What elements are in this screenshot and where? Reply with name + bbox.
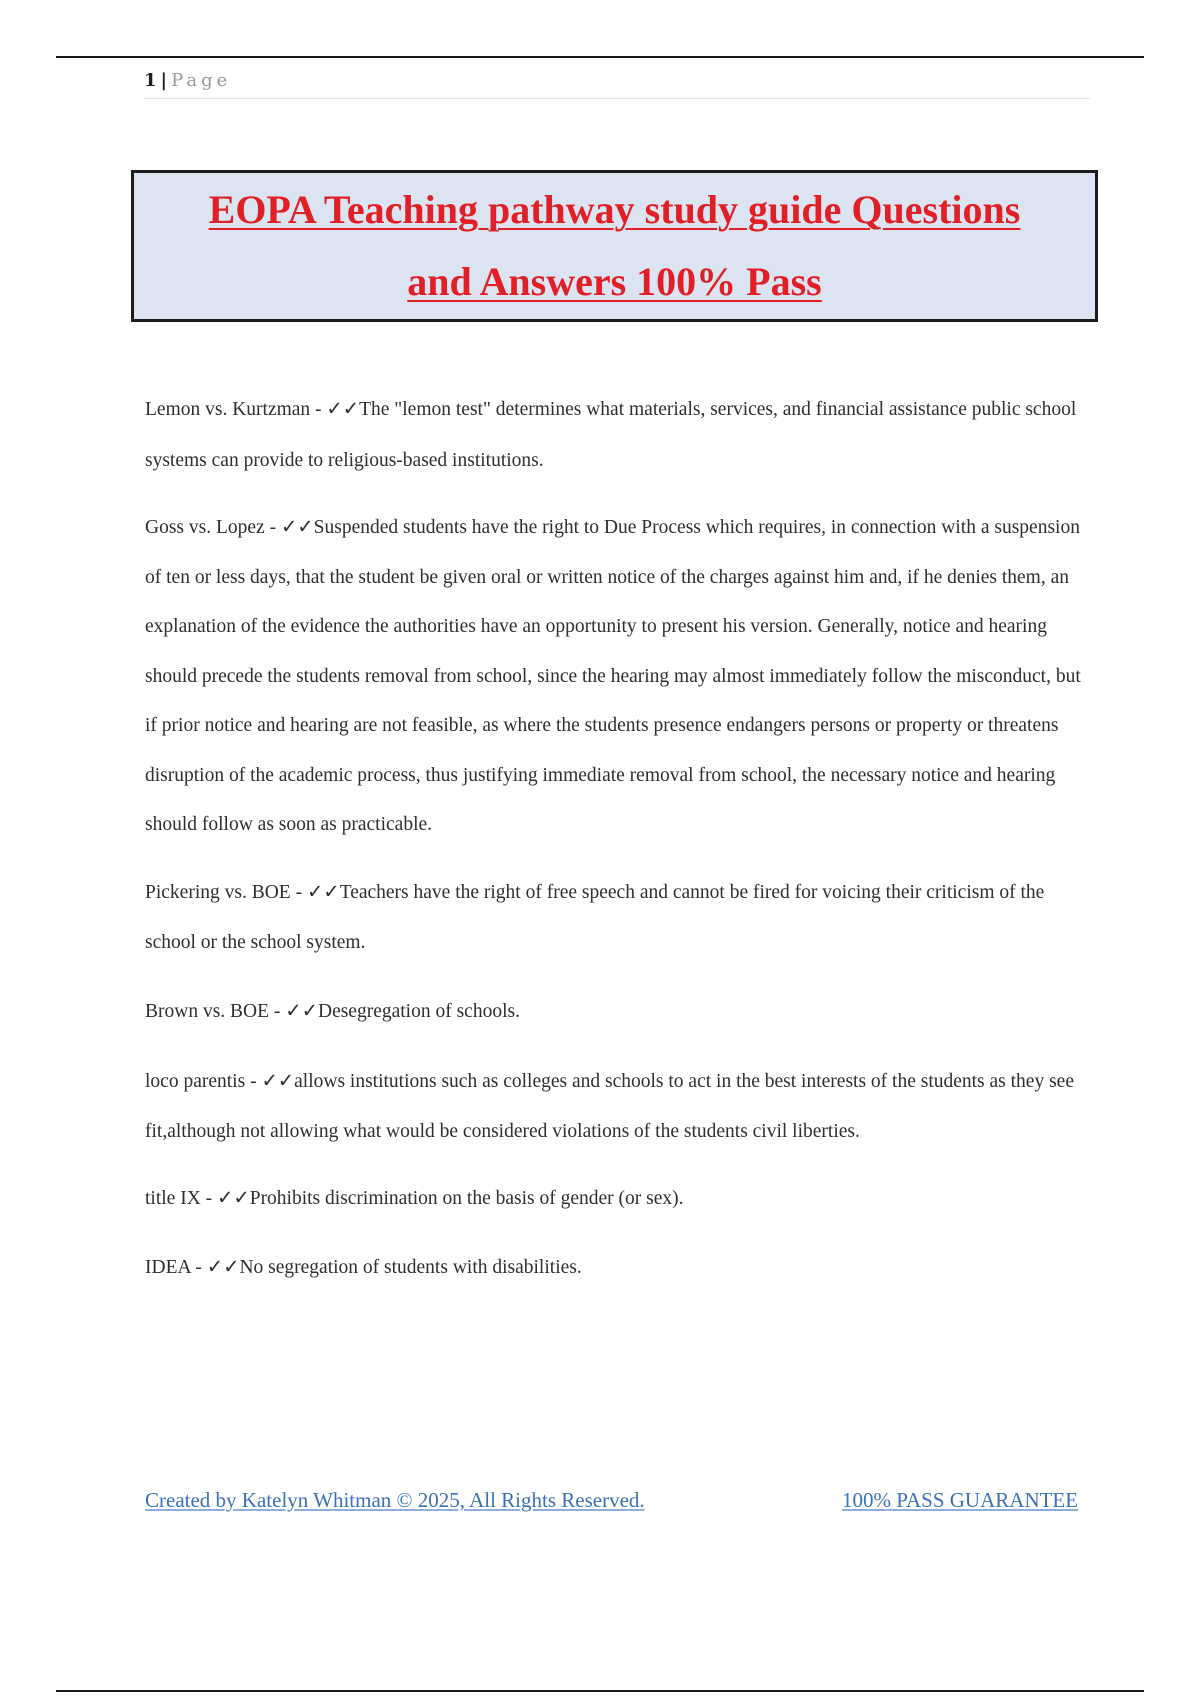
checkmark-icon: ✓✓: [285, 1000, 318, 1022]
checkmark-icon: ✓✓: [261, 1071, 295, 1092]
qa-item: [145, 868, 1095, 969]
title-line-1: EOPA Teaching pathway study guide Questions: [208, 187, 1021, 232]
qa-answer: The "lemon test" determines what materials, services, and financial assistance public school systems can provide to religious-based institutions.: [145, 399, 1077, 471]
qa-item: [145, 1057, 1095, 1156]
qa-answer: Prohibits discrimination on the basis of gender (or sex).: [249, 1188, 684, 1209]
qa-separator: -: [290, 881, 307, 903]
footer-copyright: Created by Katelyn Whitman © 2025, All Rights Reserved.: [145, 1488, 645, 1512]
qa-answer: Desegregation of schools.: [317, 1000, 520, 1022]
page-separator: |: [160, 70, 168, 91]
qa-item: [145, 987, 1095, 1038]
qa-term: loco parentis: [145, 1071, 246, 1092]
title-box: [131, 170, 1098, 322]
qa-answer: Suspended students have the right to Due Process which requires, in connection with a suspension of ten or less days, that the student be given oral or written notice of the charges against him and, if he denies them, an explanation of the evidence the authorities have an opportunity to present his version. Generally, notice and hearing should precede the students removal from school, since the hearing may almost immediately follow the misconduct, but if prior notice and hearing are not feasible, as where the students presence endangers persons or property or threatens disruption of the academic process, thus justifying immediate removal from school, the necessary notice and hearing should follow as soon as practicable.: [145, 517, 1081, 835]
qa-term: title IX: [145, 1188, 201, 1209]
qa-term: Goss vs. Lopez: [145, 517, 265, 538]
checkmark-icon: ✓✓: [326, 399, 360, 420]
qa-separator: -: [269, 1000, 286, 1022]
page-number: 1: [144, 70, 157, 91]
qa-answer: No segregation of students with disabilities.: [239, 1256, 582, 1278]
qa-term: Pickering vs. BOE: [145, 881, 291, 903]
page-header: [144, 70, 1090, 99]
checkmark-icon: ✓✓: [217, 1188, 250, 1209]
title-line-2: and Answers 100% Pass: [407, 259, 822, 304]
checkmark-icon: ✓✓: [280, 517, 314, 538]
qa-item: [145, 503, 1095, 850]
qa-separator: -: [190, 1256, 207, 1278]
qa-item: [145, 1243, 1095, 1294]
top-rule: [56, 56, 1144, 58]
qa-item: [145, 385, 1095, 486]
qa-term: Lemon vs. Kurtzman: [145, 399, 311, 420]
qa-term: IDEA: [145, 1256, 191, 1278]
qa-separator: -: [310, 399, 327, 420]
checkmark-icon: ✓✓: [206, 1256, 240, 1278]
qa-item: [145, 1174, 1095, 1225]
qa-separator: -: [245, 1071, 262, 1092]
page-word: Page: [171, 70, 232, 91]
bottom-rule: [56, 1690, 1144, 1692]
qa-separator: -: [200, 1188, 218, 1209]
qa-answer: allows institutions such as colleges and schools to act in the best interests of the students as they see fit,although not allowing what would be considered violations of the students civil liberties.: [145, 1071, 1074, 1142]
qa-answer: Teachers have the right of free speech and cannot be fired for voicing their criticism of the school or the school system.: [145, 881, 1045, 953]
checkmark-icon: ✓✓: [306, 881, 340, 903]
qa-separator: -: [264, 517, 281, 538]
qa-term: Brown vs. BOE: [145, 1000, 270, 1022]
qa-list: [145, 385, 1095, 1311]
footer-guarantee: 100% PASS GUARANTEE: [842, 1488, 1079, 1512]
